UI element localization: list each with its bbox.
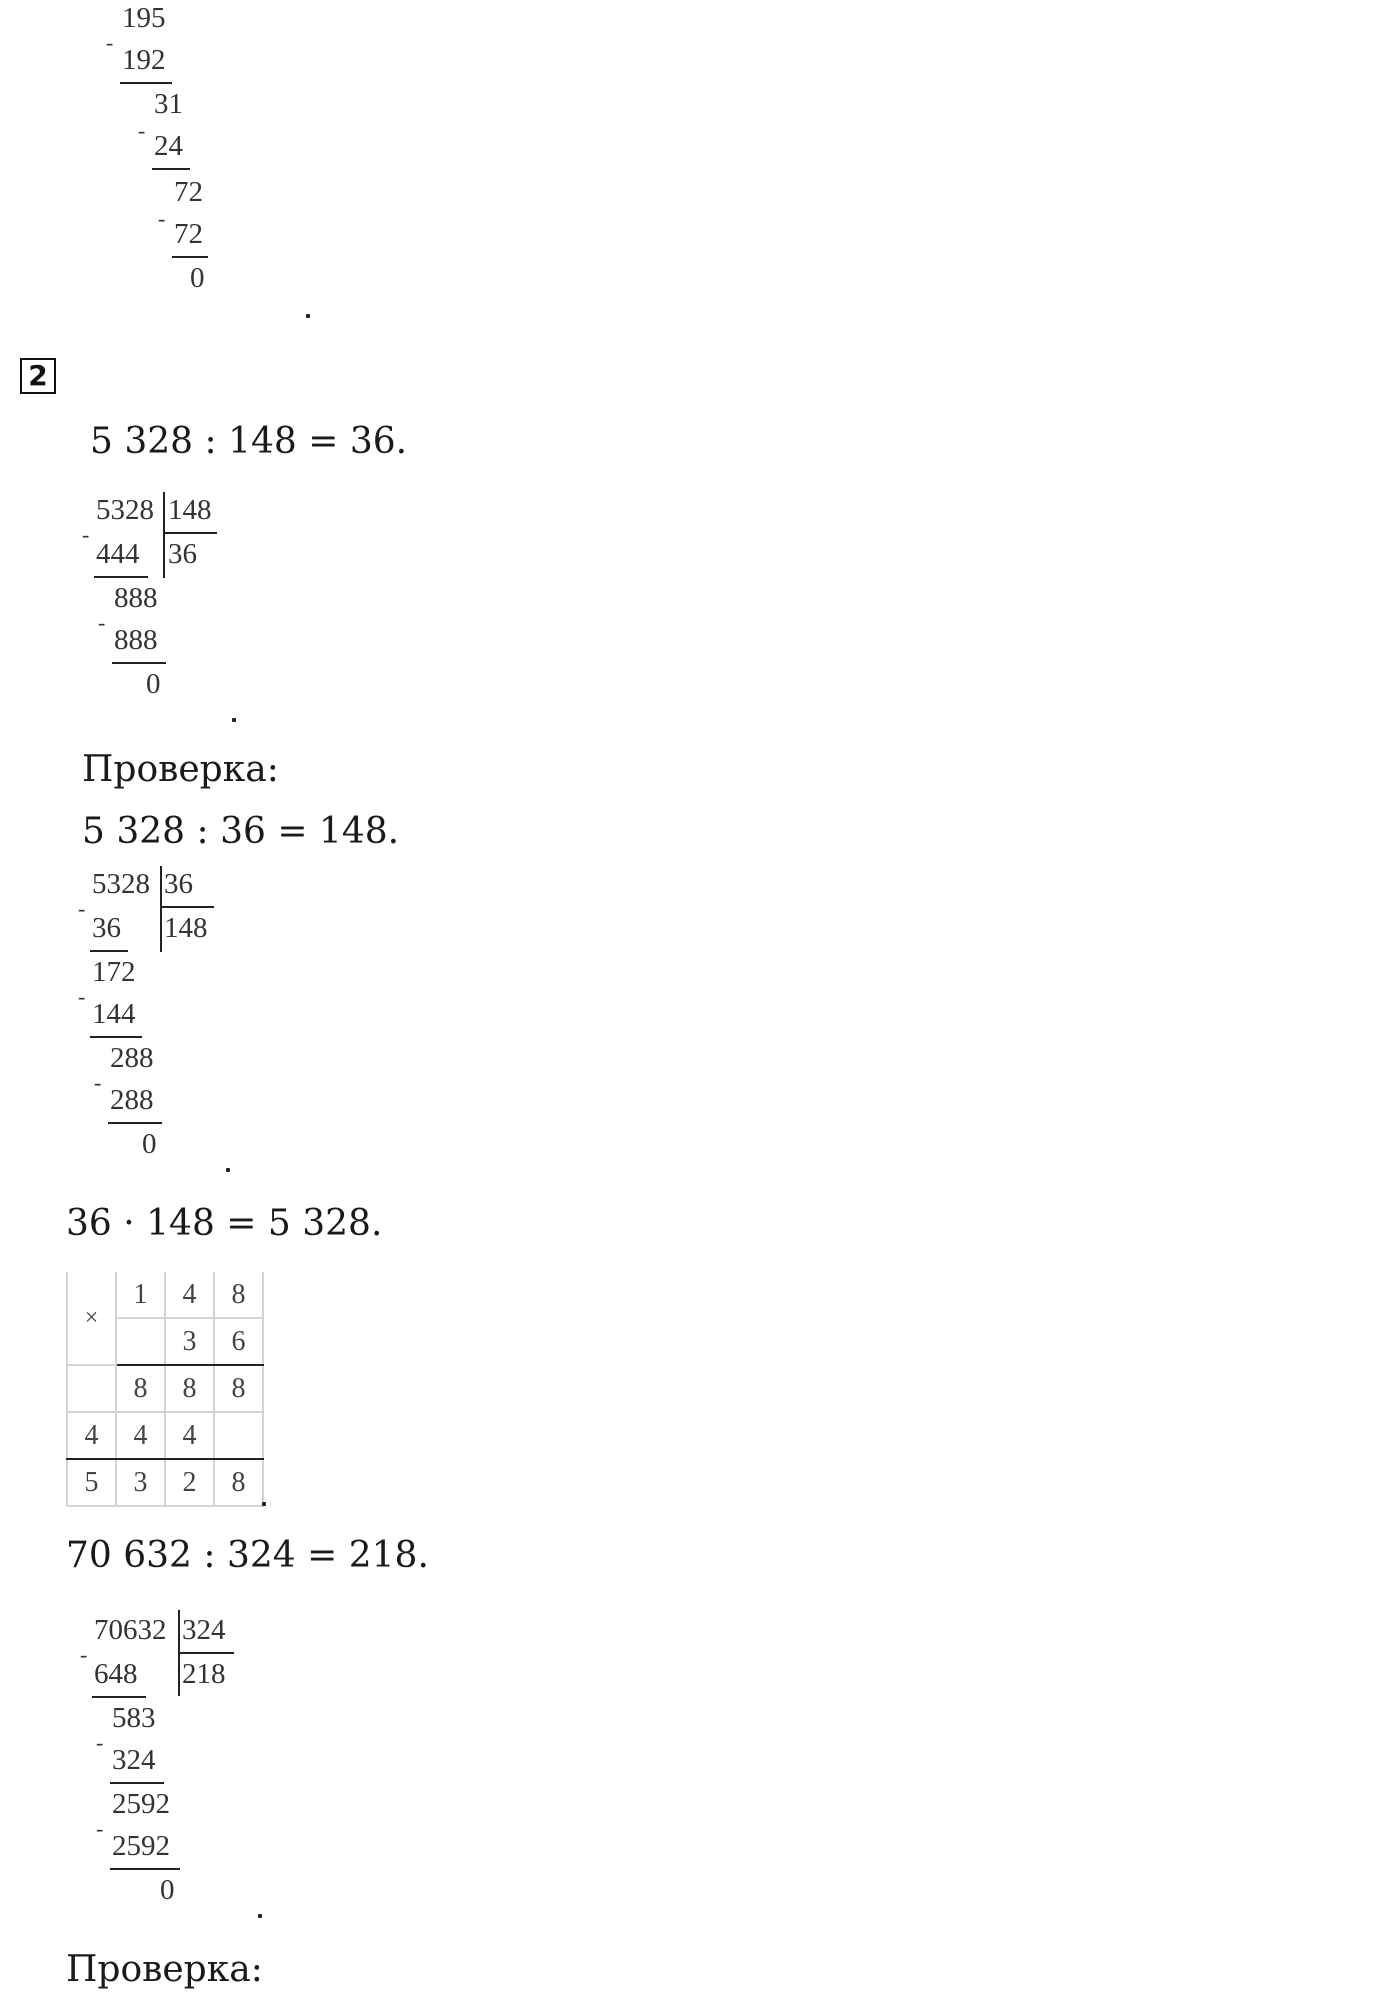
grid-cell: 4	[67, 1412, 116, 1459]
period-mark	[262, 1502, 266, 1506]
grid-cell: 8	[214, 1459, 263, 1506]
minus-sign: -	[80, 1642, 88, 1667]
grid-cell: 8	[165, 1365, 214, 1412]
division-line: 0	[190, 262, 205, 294]
grid-cell	[116, 1318, 165, 1365]
underline	[90, 1036, 142, 1038]
grid-cell: 6	[214, 1318, 263, 1365]
subtrahend: 444	[96, 538, 140, 570]
division-line: 72	[174, 218, 203, 250]
grid-cell: 5	[67, 1459, 116, 1506]
period-mark	[258, 1914, 262, 1918]
dividend: 70632	[94, 1614, 167, 1646]
minus-sign: -	[82, 522, 90, 547]
division-line: 24	[154, 130, 183, 162]
division-bar	[160, 866, 162, 952]
remainder: 288	[110, 1042, 154, 1074]
equation: 36 · 148 = 5 328.	[66, 1203, 383, 1244]
division-line: 72	[174, 176, 203, 208]
quotient: 218	[182, 1658, 226, 1690]
underline	[94, 576, 148, 578]
grid-cell: 1	[116, 1272, 165, 1318]
division-line: 192	[122, 44, 166, 76]
equation: 5 328 : 148 = 36.	[90, 421, 408, 462]
remainder: 583	[112, 1702, 156, 1734]
grid-cell	[214, 1412, 263, 1459]
minus-sign: -	[96, 1730, 104, 1755]
grid-cell: 4	[165, 1412, 214, 1459]
minus-sign: -	[94, 1070, 102, 1095]
remainder: 0	[146, 668, 161, 700]
underline	[152, 168, 190, 170]
divisor-underline	[165, 532, 217, 534]
divisor-underline	[180, 1652, 234, 1654]
divisor: 36	[164, 868, 193, 900]
minus-sign: -	[78, 896, 86, 921]
underline	[108, 1122, 162, 1124]
subtrahend: 2592	[112, 1830, 170, 1862]
remainder: 0	[142, 1128, 157, 1160]
subtrahend: 648	[94, 1658, 138, 1690]
grid-cell: 4	[165, 1272, 214, 1318]
divisor: 148	[168, 494, 212, 526]
grid-cell: 3	[116, 1459, 165, 1506]
divisor: 324	[182, 1614, 226, 1646]
divisor-underline	[162, 906, 214, 908]
subtrahend: 888	[114, 624, 158, 656]
underline	[112, 662, 166, 664]
remainder: 888	[114, 582, 158, 614]
equation: 5 328 : 36 = 148.	[82, 811, 400, 852]
minus-sign: -	[138, 118, 146, 143]
underline	[120, 82, 172, 84]
minus-sign: -	[98, 610, 106, 635]
grid-cell: 8	[116, 1365, 165, 1412]
division-bar	[163, 492, 165, 578]
period-mark	[306, 314, 310, 318]
underline	[110, 1868, 180, 1870]
multiplication-grid	[66, 1272, 264, 1507]
quotient: 148	[164, 912, 208, 944]
grid-cell	[67, 1365, 116, 1412]
equation: 70 632 : 324 = 218.	[66, 1535, 429, 1576]
period-mark	[232, 718, 236, 722]
minus-sign: -	[78, 984, 86, 1009]
remainder: 2592	[112, 1788, 170, 1820]
minus-sign: -	[106, 30, 114, 55]
subtrahend: 36	[92, 912, 121, 944]
dividend: 5328	[92, 868, 150, 900]
subtrahend: 144	[92, 998, 136, 1030]
division-line: 31	[154, 88, 183, 120]
grid-cell: 3	[165, 1318, 214, 1365]
check-label: Проверка:	[66, 1949, 263, 1990]
grid-cell: 4	[116, 1412, 165, 1459]
subtrahend: 288	[110, 1084, 154, 1116]
minus-sign: -	[96, 1816, 104, 1841]
subtrahend: 324	[112, 1744, 156, 1776]
underline	[110, 1782, 164, 1784]
grid-cell: 8	[214, 1365, 263, 1412]
multiply-sign: ×	[67, 1272, 116, 1365]
remainder: 0	[160, 1874, 175, 1906]
dividend: 5328	[96, 494, 154, 526]
minus-sign: -	[158, 206, 166, 231]
check-label: Проверка:	[82, 749, 279, 790]
underline	[90, 950, 128, 952]
quotient: 36	[168, 538, 197, 570]
underline	[92, 1696, 146, 1698]
remainder: 172	[92, 956, 136, 988]
underline	[172, 256, 208, 258]
period-mark	[226, 1168, 230, 1172]
division-line: 195	[122, 2, 166, 34]
task-number-badge: 2	[20, 358, 56, 394]
grid-cell: 2	[165, 1459, 214, 1506]
grid-cell: 8	[214, 1272, 263, 1318]
